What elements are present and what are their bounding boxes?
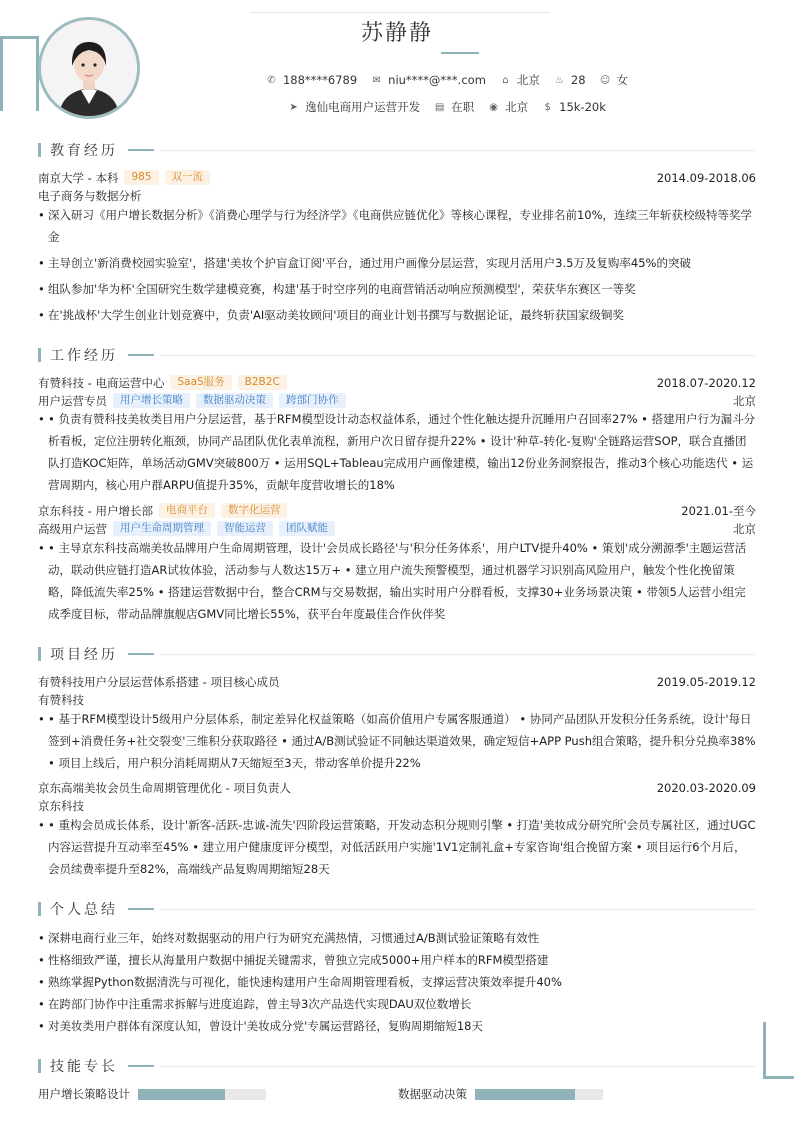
gender-value: 女: [616, 73, 629, 87]
salary-item: [542, 99, 606, 115]
company-tag: B2B2C: [238, 375, 287, 390]
work-header: [38, 374, 756, 391]
phone-value: 188****6789: [282, 73, 358, 87]
phone-item: [266, 72, 357, 88]
age-item: [554, 72, 586, 88]
skill-item: [38, 1086, 266, 1102]
company-tag: 数字化运营: [221, 503, 288, 518]
smile-icon: ☺: [599, 74, 611, 86]
cake-icon: ♨: [554, 74, 564, 86]
role-tag: 数据驱动决策: [196, 393, 273, 408]
role-tag: 智能运营: [217, 521, 273, 536]
list-item: • 熟练掌握Python数据清洗与可视化，能快速构建用户生命周期管理看板，支撑运营决策效率提升40%: [38, 971, 756, 993]
section-bar: [38, 902, 41, 916]
city-value: 北京: [516, 73, 540, 87]
project-bullets: [38, 708, 756, 774]
company-name: 有赞科技 - 电商运营中心: [38, 375, 165, 390]
project-title: 有赞科技用户分层运营体系搭建 - 项目核心成员: [38, 674, 280, 689]
skill-name: 用户增长策略设计: [38, 1087, 130, 1101]
work-bullets: [38, 537, 756, 625]
skill-item: [398, 1086, 603, 1102]
target-city-value: 北京: [505, 100, 529, 114]
project-bullets: [38, 814, 756, 880]
list-item: • 性格细致严谨，擅长从海量用户数据中捕捉关键需求，曾独立完成5000+用户样本的RFM模型搭建: [38, 949, 756, 971]
target-role-item: [288, 99, 420, 115]
section-bar: [38, 1059, 41, 1073]
school-name: 南京大学 - 本科: [38, 170, 119, 185]
list-item: • 组队参加'华为杯'全国研究生数学建模竞赛，构建'基于时空序列的电商营销活动响应预测模型'，荣获华东赛区一等奖: [38, 278, 756, 300]
list-item: • 在跨部门协作中注重需求拆解与进度追踪，曾主导3次产品迭代实现DAU双位数增长: [38, 993, 756, 1015]
section-title-education: [38, 142, 160, 158]
project-org: 京东科技: [38, 798, 84, 813]
list-item: • • 主导京东科技高端美妆品牌用户生命周期管理，设计'会员成长路径'与'积分任务体系'，用户LTV提升40% • 策划'成分溯源季'主题运营活动，联动供应链打造AR试妆体验，活动参与人数达15万+ • 建立用户流失预警模型，通过机器学习识别高风险用户，触发个性化挽留策略，降低流失率25% • 搭建运营数据中台，整合CRM与交易数据，输出实时用户分群看板，支撑30+业务场景决策 • 带领5人运营小组完成季度目标，带动品牌旗舰店GMV同比增长55%，获平台年度最佳合作伙伴奖: [38, 537, 756, 625]
education-period: 2014.09-2018.06: [656, 170, 756, 185]
project-period: 2020.03-2020.09: [656, 780, 756, 795]
corner-decoration-bottom-right: [763, 1022, 794, 1079]
section-dash: [128, 1065, 154, 1067]
school-tag: 985: [124, 170, 158, 185]
education-header: [38, 169, 756, 186]
school-tag: 双一流: [165, 170, 211, 185]
work-city: 北京: [733, 393, 756, 408]
age-value: 28: [570, 73, 586, 87]
work-header: [38, 502, 756, 519]
summary-bullets: [38, 927, 756, 1037]
skill-level-bar: [138, 1089, 266, 1100]
section-bar: [38, 143, 41, 157]
project-header: [38, 779, 756, 796]
project-org-row: [38, 691, 756, 708]
project-header: [38, 673, 756, 690]
mail-icon: ✉: [372, 74, 381, 86]
work-period: 2018.07-2020.12: [656, 375, 756, 390]
section-title-skills: [38, 1058, 160, 1074]
company-tag: SaaS服务: [170, 375, 231, 390]
work-city: 北京: [733, 521, 756, 536]
company-tag: 电商平台: [159, 503, 215, 518]
salary-value: 15k-20k: [559, 100, 606, 114]
section-title-text: 个人总结: [50, 902, 118, 918]
briefcase-icon: ▤: [434, 101, 445, 113]
project-period: 2019.05-2019.12: [656, 674, 756, 689]
skill-level-bar: [475, 1089, 603, 1100]
role-tag: 团队赋能: [279, 521, 335, 536]
section-title-text: 技能专长: [50, 1059, 118, 1075]
role-tag: 跨部门协作: [279, 393, 346, 408]
skill-name: 数据驱动决策: [398, 1087, 467, 1101]
email-item: [371, 72, 486, 88]
target-city-item: [488, 99, 528, 115]
project-org-row: [38, 797, 756, 814]
company-name: 京东科技 - 用户增长部: [38, 503, 153, 518]
role-tag: 用户增长策略: [113, 393, 190, 408]
list-item: • • 重构会员成长体系，设计'新客-活跃-忠诚-流失'四阶段运营策略，开发动态积分规则引擎 • 打造'美妆成分研究所'会员专属社区，通过UGC内容运营提升互动率至45% • 建立用户健康度评分模型，对低活跃用户实施'1V1定制礼盒+专家咨询'组合挽留方案 • 项目运行6个月后，会员续费率提升至82%，高端线产品复购周期缩短28天: [38, 814, 756, 880]
work-period: 2021.01-至今: [681, 503, 756, 518]
work-bullets: [38, 408, 756, 496]
section-bar: [38, 647, 41, 661]
location-pin-icon: ◉: [489, 101, 498, 113]
phone-icon: ✆: [267, 74, 276, 86]
education-bullets: [38, 204, 756, 330]
job-role: 用户运营专员: [38, 393, 107, 408]
role-tag: 用户生命周期管理: [113, 521, 211, 536]
section-title-projects: [38, 646, 160, 662]
list-item: • 在'挑战杯'大学生创业计划竞赛中，负责'AI驱动美妆顾问'项目的商业计划书撰写与数据论证，最终斩获国家级铜奖: [38, 304, 756, 326]
job-role: 高级用户运营: [38, 521, 107, 536]
money-icon: $: [544, 101, 551, 113]
section-title-text: 项目经历: [50, 647, 118, 663]
list-item: • 对美妆类用户群体有深度认知，曾设计'美妆成分党'专属运营路径，复购周期缩短18天: [38, 1015, 756, 1037]
target-role-value: 逸仙电商用户运营开发: [305, 100, 421, 114]
list-item: • • 基于RFM模型设计5级用户分层体系，制定差异化权益策略（如高价值用户专属客服通道） • 协同产品团队开发积分任务系统，设计'每日签到+消费任务+社交裂变'三维积分获取路径 • 通过A/B测试验证不同触达渠道效果，确定短信+APP Push组合策略，提升积分兑换率38% • 项目上线后，用户积分消耗周期从7天缩短至3天，带动客单价提升22%: [38, 708, 756, 774]
project-title: 京东高端美妆会员生命周期管理优化 - 项目负责人: [38, 780, 291, 795]
section-title-text: 工作经历: [50, 348, 118, 364]
list-item: • 主导创立'新消费校园实验室'，搭建'美妆个护盲盒订阅'平台，通过用户画像分层运营，实现月活用户3.5万及复购率45%的突破: [38, 252, 756, 274]
section-bar: [38, 348, 41, 362]
section-title-work: [38, 347, 160, 363]
project-org: 有赞科技: [38, 692, 84, 707]
candidate-name: 苏静静: [360, 21, 433, 46]
contact-info-row: [0, 72, 794, 88]
gender-item: [600, 72, 629, 88]
section-dash: [128, 908, 154, 910]
job-intent-row: [0, 99, 794, 115]
section-title-text: 教育经历: [50, 143, 118, 159]
list-item: • • 负责有赞科技美妆类目用户分层运营，基于RFM模型设计动态权益体系，通过个性化触达提升沉睡用户召回率27% • 搭建用户行为漏斗分析看板，定位注册转化瓶颈，协同产品团队优化表单流程，新用户次日留存提升22% • 设计'种草-转化-复购'全链路运营SOP，联合直播团队打造KOC矩阵，单场活动GMV突破800万 • 运用SQL+Tableau完成用户画像建模，输出12份业务洞察报告，推动3个核心功能迭代 • 运营周期内，核心用户群ARPU值提升35%，贡献年度营收增长的18%: [38, 408, 756, 496]
section-title-summary: [38, 901, 160, 917]
education-major: 电子商务与数据分析: [38, 188, 142, 203]
top-divider: [250, 12, 550, 13]
list-item: • 深耕电商行业三年，始终对数据驱动的用户行为研究充满热情，习惯通过A/B测试验证策略有效性: [38, 927, 756, 949]
education-major-row: [38, 187, 756, 204]
status-value: 在职: [451, 100, 475, 114]
list-item: • 深入研习《用户增长数据分析》《消费心理学与行为经济学》《电商供应链优化》等核心课程，专业排名前10%，连续三年斩获校级特等奖学金: [38, 204, 756, 248]
email-value: niu****@***.com: [388, 73, 486, 87]
city-item: [500, 72, 540, 88]
skill-level-fill: [475, 1089, 575, 1100]
skill-level-fill: [138, 1089, 225, 1100]
section-dash: [128, 653, 154, 655]
name-underline: [441, 52, 479, 54]
home-icon: ⌂: [502, 74, 509, 86]
status-item: [434, 99, 474, 115]
send-icon: ➤: [289, 101, 298, 113]
section-dash: [128, 354, 154, 356]
work-role-row: [38, 520, 756, 537]
section-dash: [128, 149, 154, 151]
work-role-row: [38, 392, 756, 409]
